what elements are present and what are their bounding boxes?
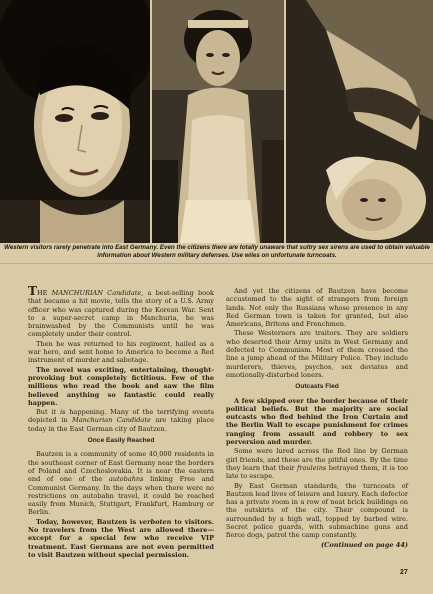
emphasis: is <box>59 408 66 417</box>
book-title: MANCHURIAN Candidate, <box>51 289 144 297</box>
article-paragraph: And yet the citizens of Bautzen have become accustomed to the sight of strangers from foreign lands. Not only the Russians whose presence in any Red German town is taken for granted, but also Americans, Britons and Frenchmen. <box>226 287 408 329</box>
caption-divider <box>0 263 433 264</box>
article-column-right <box>226 287 408 550</box>
text-run: linking Free and Communist Germany. In the days when there were no restrictions on autobahn travel, it could be reached easily from Munich, Stuttgart, Frankfurt, Hamburg or Berlin. <box>28 475 214 517</box>
article-paragraph <box>226 447 408 480</box>
page-number: 27 <box>400 569 408 576</box>
photo-woman-headband <box>152 0 284 243</box>
section-heading: Once Easily Reached <box>87 437 155 445</box>
article-paragraph: Then he was returned to his regiment, hailed as a war hero, and sent home to America to become a Red instrument of murder and sabotage. <box>28 339 214 365</box>
text-run: to visitors. No travelers from the West are allowed there—except for a special few who receive VIP treatment. East Germans are not even permitted to visit Bautzen without special permission. <box>28 517 215 559</box>
text-run: happening. Many of the terrifying events depicted in <box>28 408 215 425</box>
text-run: a best-selling book that became a hit movie, tells the story of a U.S. Army officer who was captured during the Korean War. Sent to a super-secret camp in Manchuria, he was brainwashed by the Communists until he was completely under their control. <box>28 289 214 339</box>
article-paragraph <box>28 284 214 339</box>
emphasis: frauleins <box>296 463 327 472</box>
text-run: HE <box>36 289 52 297</box>
article-paragraph <box>28 408 214 433</box>
text-run: Some were lured across the Red line by German girl friends, and these are the pitiful ones. By the time they learn that their <box>226 447 408 472</box>
section-heading: Outcasts Fled <box>295 383 339 391</box>
text-run: Bautzen is a community of some 40,000 residents in the southeast corner of East Germany near the borders of Poland and Czechoslovakia. It is near the eastern end of one of the <box>28 450 214 484</box>
article-paragraph <box>28 518 214 559</box>
article-column-left <box>28 284 215 560</box>
emphasis: autobahns <box>108 475 144 484</box>
article-paragraph: These Westerners are traitors. They are soldiers who deserted their Army units in West Germany and defected to Communism. Most of them crossed the line a jump ahead of the Military Police. They include murderers, thieves, psychos, sex deviates and emotionally-disturbed loners. <box>226 329 408 379</box>
book-title: Manchurian Candidate <box>72 416 151 425</box>
text-run: Today, however, Bautzen is <box>36 517 140 526</box>
emphasis: verboten <box>139 517 172 526</box>
photo-woman-reclining <box>286 0 433 243</box>
article-paragraph: A few skipped over the border because of their political beliefs. But the majority are social outcasts who fled behind the Iron Curtain and the Berlin Wall to escape punishment for crimes ranging from assault and robbery to sex perversion and murder. <box>226 396 408 447</box>
photo-woman-portrait <box>0 0 150 243</box>
continued-note: (Continued on page 44) <box>321 540 408 549</box>
drop-cap: T <box>28 284 37 298</box>
article-paragraph: The novel was exciting, entertaining, thought-provoking but completely fictitious. Few of the millions who read the book and saw the film believed anything so fantastic could really happen. <box>28 365 214 407</box>
article-paragraph: By East German standards, the turncoats of Bautzen lead lives of leisure and luxury. Each defector has a private room in a row of neat brick buildings on the outskirts of the city. Their compound is surrounded by a high wall, topped by barbed wire. Secret police guards, with submachine guns and fierce dogs, patrol the camp constantly. <box>226 481 408 540</box>
photo-strip <box>0 0 433 243</box>
photo-caption: Western visitors rarely penetrate into East Germany. Even the citizens there are totally unaware that sultry sex sirens are used to obtain valuable information about Western military defenses. Use wiles on unfortunate turncoats. <box>4 244 430 259</box>
text-run: betrayed them, it is too late to escape. <box>226 463 408 481</box>
text-run: But it <box>36 408 60 417</box>
article-paragraph <box>28 450 214 516</box>
text-run: are taking place today in the East German city of Bautzen. <box>28 416 214 433</box>
